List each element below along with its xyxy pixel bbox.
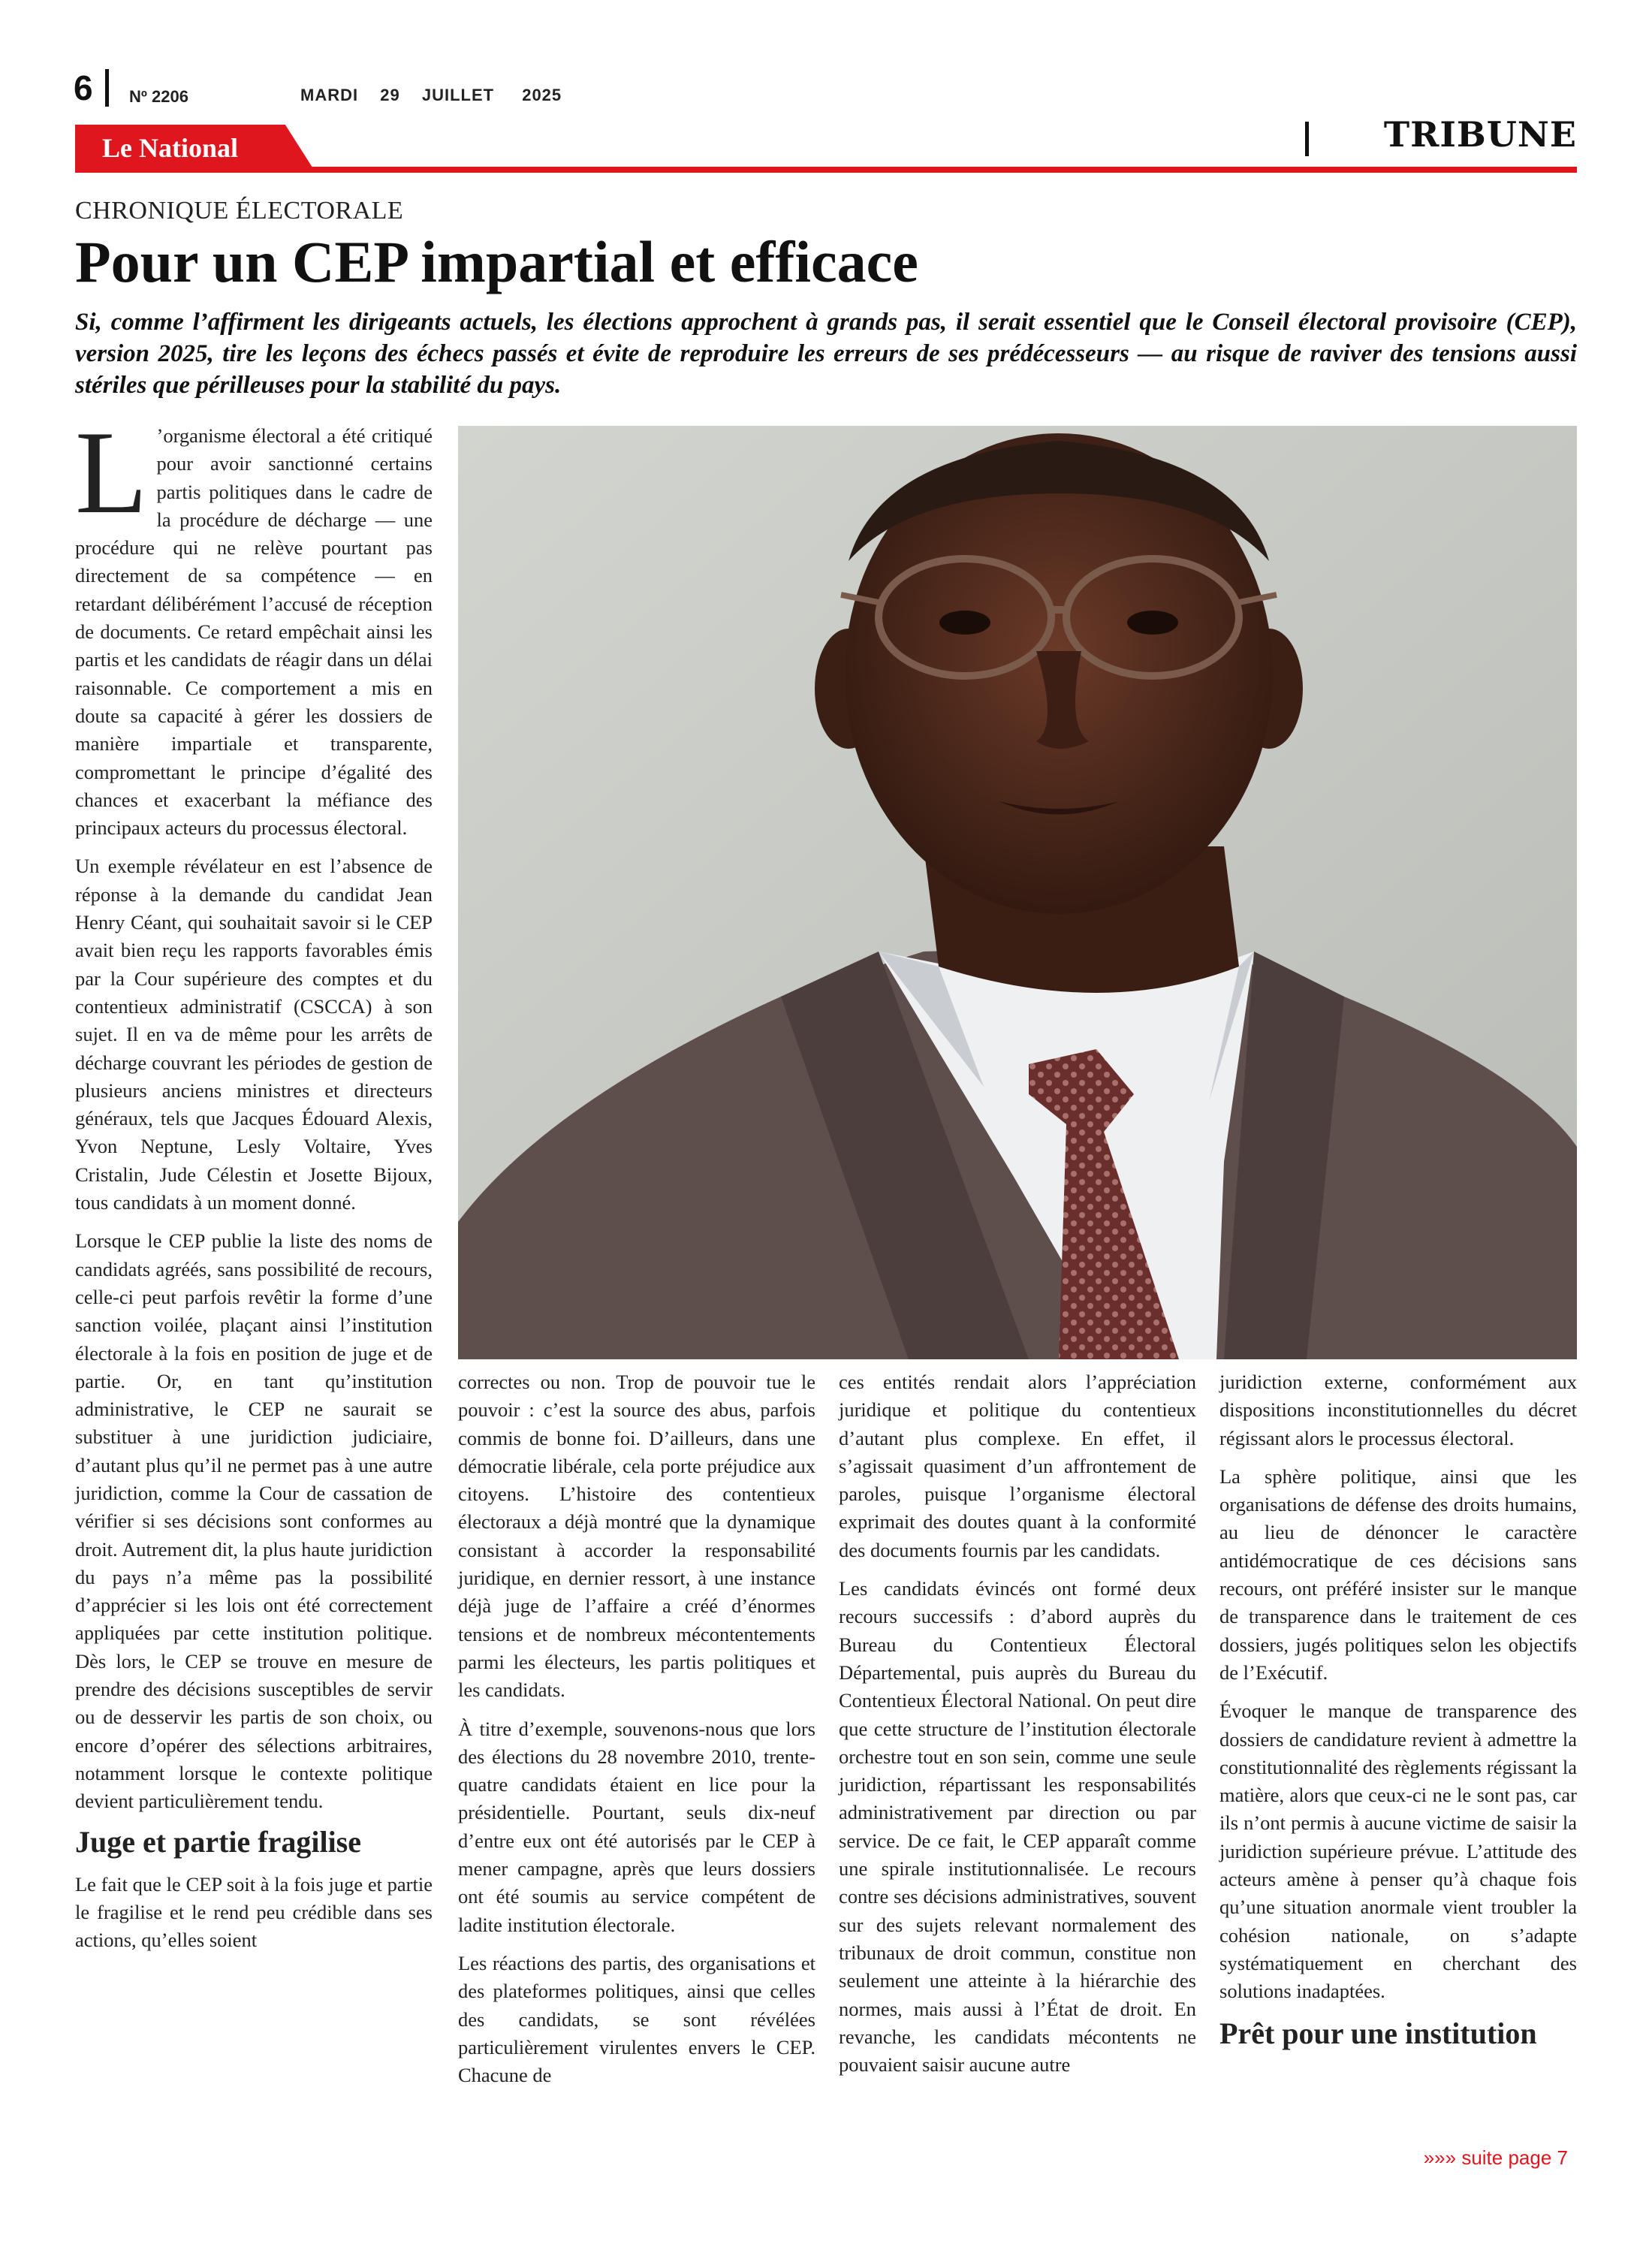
date-month: JUILLET [421, 86, 495, 104]
article-column-1 [75, 407, 433, 1965]
paragraph: Lorsque le CEP publie la liste des noms de candidats agréés, sans possibilité de recours, celle-ci peut parfois revêtir la forme d’une sanction voilée, plaçant ainsi l’institution électorale à la fois en position de juge et de partie. Or, en tant qu’institution administrative, le CEP ne saurait se substituer à une juridiction judiciaire, d’autant plus qu’il ne permet pas à une autre juridiction, comme la Cour de cassation de vérifier si ses décisions sont conformes au droit. Autrement dit, la plus haute juridiction du pays n’a même pas la possibilité d’apprécier si les lois ont été correctement appliquées par cette institution politique. Dès lors, le CEP se trouve en mesure de prendre des décisions susceptibles de servir ou de desservir les partis de son choix, ou encore d’opérer des sélections arbitraires, notamment lorsque le contexte politique devient particulièrement tendu. [75, 1229, 433, 1813]
portrait-photo [458, 426, 1577, 1359]
header-rule [75, 167, 1577, 173]
paragraph: Un exemple révélateur en est l’absence de réponse à la demande du candidat Jean Henry Céant, qui souhaitait savoir si le CEP avait bien reçu les rapports favorables émis par la Cour supérieure des comptes et du contentieux administratif (CSCCA) à son sujet. Il en va de même pour les arrêts de décharge couvrant les périodes de gestion de plusieurs anciens ministres et directeurs généraux, tels que Jacques Édouard Alexis, Yvon Neptune, Lesly Voltaire, Yves Cristalin, Jude Célestin et Josette Bijoux, tous candidats à un moment donné. [75, 855, 433, 1214]
section-label: TRIBUNE [1383, 114, 1577, 155]
article-column-2 [458, 1368, 815, 2100]
paragraph: ces entités rendait alors l’appréciation juridique et politique du contentieux d’autant plus complexe. En effet, il s’agissait quasiment d’un affrontement de paroles, puisque l’organisme électoral exprimait des doutes quant à la conformité des documents fournis par les candidats. [839, 1371, 1196, 1561]
section-subhead: Prêt pour une institution [1219, 2016, 1537, 2050]
page-number: 6 [74, 68, 93, 107]
article-headline: Pour un CEP impartial et efficace [75, 229, 918, 294]
article-column-3 [839, 1368, 1196, 2089]
date-day-name: MARDI [300, 86, 359, 104]
paragraph: L ’organisme électoral a été critiqué pour avoir sanctionné certains partis politiques dans le cadre de la procédure de décharge — une procédure qui ne relève pourtant pas directement de sa compétence — en retardant délibérément l’accusé de réception de documents. Ce retard empêchait ainsi les partis et les candidats de réagir dans un délai raisonnable. Ce comportement a mis en doute sa capacité à gérer les dossiers de manière impartiale et transparente, compromettant le principe d’égalité des chances et exacerbant la méfiance des principaux acteurs du processus électoral. [75, 407, 433, 840]
paragraph: juridiction externe, conformément aux dispositions inconstitutionnelles du décret régissant alors le processus électoral. [1219, 1371, 1577, 1449]
paragraph: Le fait que le CEP soit à la fois juge et partie le fragilise et le rend peu crédible dans ses actions, qu’elles soient [75, 1872, 433, 1952]
paragraph: Les réactions des partis, des organisations et des plateformes politiques, ainsi que celles des candidats, se sont révélées particulièrement virulentes envers le CEP. Chacune de [458, 1951, 815, 2087]
drop-cap: L [75, 407, 148, 538]
brand-name: Le National [102, 133, 239, 163]
date-day: 29 [380, 86, 400, 104]
paragraph: À titre d’exemple, souvenons-nous que lors des élections du 28 novembre 2010, trente-quatre candidats étaient en lice pour la présidentielle. Pourtant, seuls dix-neuf d’entre eux ont été autorisés par le CEP à mener campagne, après que leurs dossiers ont été soumis au service compétent de ladite institution électorale. [458, 1717, 815, 1936]
continuation-link[interactable]: »»» suite page 7 [1423, 2146, 1568, 2169]
section-divider [1305, 122, 1309, 156]
article-kicker: CHRONIQUE ÉLECTORALE [75, 197, 404, 225]
date-year: 2025 [522, 86, 562, 104]
paragraph: La sphère politique, ainsi que les organisations de défense des droits humains, au lieu de dénoncer le caractère antidémocratique de ces décisions sans recours, ont préféré insister sur le manque de transparence dans le traitement de ces dossiers, jugés politiques selon les objectifs de l’Exécutif. [1219, 1464, 1577, 1684]
paragraph: Évoquer le manque de transparence des dossiers de candidature revient à admettre la constitutionnalité des règlements régissant la matière, alors que ceux-ci ne le sont pas, car ils n’ont permis à aucune victime de saisir la juridiction supérieure prévue. L’attitude des acteurs amène à penser qu’à chaque fois qu’une situation anormale vient troubler la cohésion nationale, on s’adapte systématiquement en cherchant des solutions inadaptées. [1219, 1700, 1577, 2003]
article-standfirst: Si, comme l’affirment les dirigeants actuels, les élections approchent à grands pas, il serait essentiel que le Conseil électoral provisoire (CEP), version 2025, tire les leçons des échecs passés et évite de reproduire les erreurs de ses prédécesseurs — au risque de raviver des tensions aussi stériles que périlleuses pour la stabilité du pays. [75, 309, 1577, 399]
paragraph: correctes ou non. Trop de pouvoir tue le pouvoir : c’est la source des abus, parfois commis de bonne foi. D’ailleurs, dans une démocratie libérale, cela porte préjudice aux citoyens. L’histoire des contentieux électoraux a déjà montré que la dynamique consistant à accorder la responsabilité juridique, en dernier ressort, à une instance déjà juge de l’affaire a créé d’énormes tensions et de nombreux mécontentements parmi les électeurs, les partis politiques et les candidats. [458, 1371, 815, 1702]
dateline [300, 86, 578, 105]
header-divider [105, 69, 109, 107]
article-column-4 [1219, 1368, 1577, 2050]
portrait-illustration [458, 426, 1577, 1359]
paragraph: Les candidats évincés ont formé deux recours successifs : d’abord auprès du Bureau du Contentieux Électoral Départemental, puis auprès du Bureau du Contentieux Électoral National. On peut dire que cette structure de l’institution électorale orchestre tout en son sein, comme une seule juridiction, répartissant les responsabilités administrativement par direction ou par service. De ce fait, le CEP apparaît comme une spirale institutionnalisée. Le recours contre ses décisions administratives, souvent sur des sujets relevant normalement des tribunaux de droit commun, constitue non seulement une atteinte à la hiérarchie des normes, mais aussi à l’État de droit. En revanche, les candidats mécontents ne pouvaient saisir aucune autre [839, 1577, 1196, 2077]
issue-number: Nº 2206 [129, 87, 188, 106]
section-subhead: Juge et partie fragilise [75, 1824, 361, 1859]
